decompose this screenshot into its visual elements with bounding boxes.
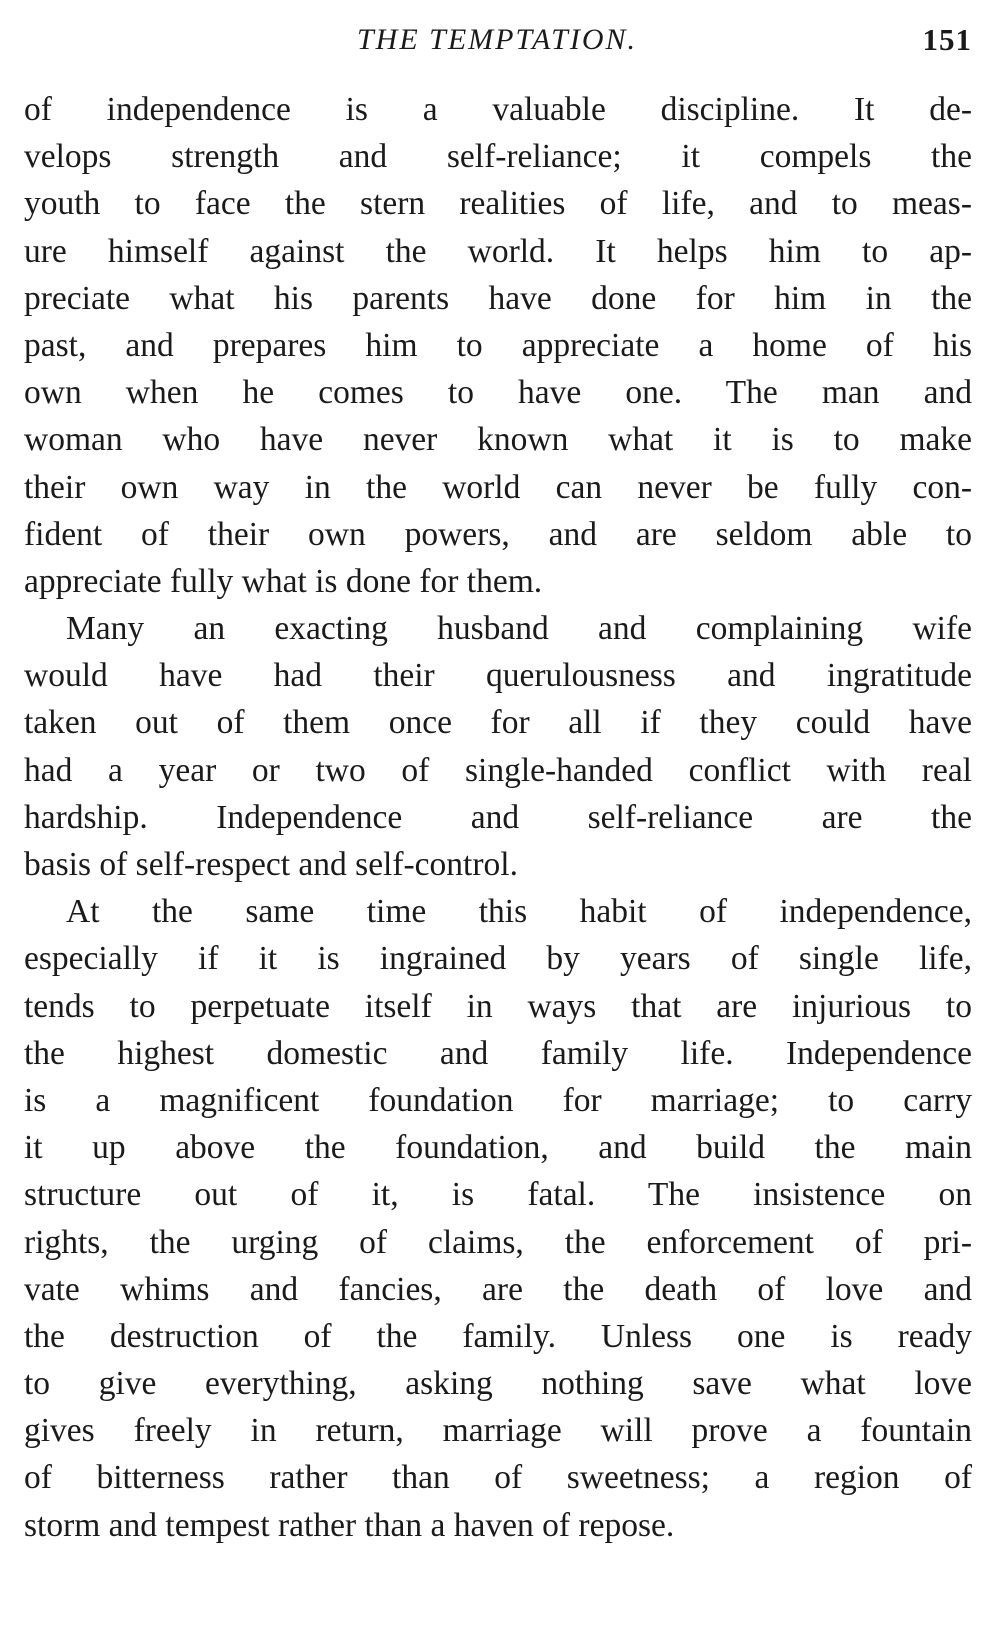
text-line: storm and tempest rather than a haven of repose. [24, 1506, 675, 1544]
paragraph-3 [24, 888, 972, 1549]
text-line: past, and prepares him to appreciate a home of his [24, 326, 972, 364]
text-line: taken out of them once for all if they could have [24, 704, 972, 742]
text-line: especially if it is ingrained by years of single life, [24, 940, 972, 978]
text-line: own when he comes to have one. The man and [24, 374, 972, 412]
text-line: gives freely in return, marriage will prove a fountain [24, 1412, 972, 1450]
text-line: their own way in the world can never be fully con- [24, 468, 972, 506]
text-line: youth to face the stern realities of life, and to meas- [24, 185, 972, 223]
text-line: At the same time this habit of independence, [66, 893, 972, 931]
text-line: basis of self-respect and self-control. [24, 846, 518, 883]
text-line: preciate what his parents have done for him in the [24, 279, 972, 317]
text-line: structure out of it, is fatal. The insistence on [24, 1176, 972, 1214]
text-line: rights, the urging of claims, the enforcement of pri- [24, 1223, 972, 1261]
paragraph-1 [24, 86, 972, 605]
text-line: velops strength and self-reliance; it compels the [24, 138, 972, 176]
running-title: THE TEMPTATION. [356, 23, 638, 56]
paragraph-2 [24, 605, 972, 888]
body-text [24, 86, 972, 1549]
text-line: it up above the foundation, and build the main [24, 1129, 972, 1167]
text-line: had a year or two of single-handed conflict with real [24, 751, 972, 789]
text-line: tends to perpetuate itself in ways that are injurious to [24, 987, 972, 1025]
text-line: Many an exacting husband and complaining wife [66, 610, 972, 648]
text-line: appreciate fully what is done for them. [24, 562, 543, 600]
text-line: would have had their querulousness and ingratitude [24, 657, 972, 695]
text-line: hardship. Independence and self-reliance are the [24, 798, 972, 836]
text-line: woman who have never known what it is to make [24, 421, 972, 459]
text-line: fident of their own powers, and are seldom able to [24, 515, 972, 553]
text-line: vate whims and fancies, are the death of love and [24, 1270, 972, 1308]
text-line: to give everything, asking nothing save what love [24, 1365, 972, 1403]
text-line: of bitterness rather than of sweetness; a region of [24, 1459, 972, 1497]
text-line: the highest domestic and family life. Independence [24, 1034, 972, 1072]
text-line: is a magnificent foundation for marriage; to carry [24, 1081, 972, 1119]
running-head [22, 18, 972, 62]
text-line: of independence is a valuable discipline. It de- [24, 91, 972, 128]
text-line: the destruction of the family. Unless one is ready [24, 1317, 972, 1355]
text-line: ure himself against the world. It helps him to ap- [24, 232, 972, 270]
page-number: 151 [922, 22, 972, 57]
